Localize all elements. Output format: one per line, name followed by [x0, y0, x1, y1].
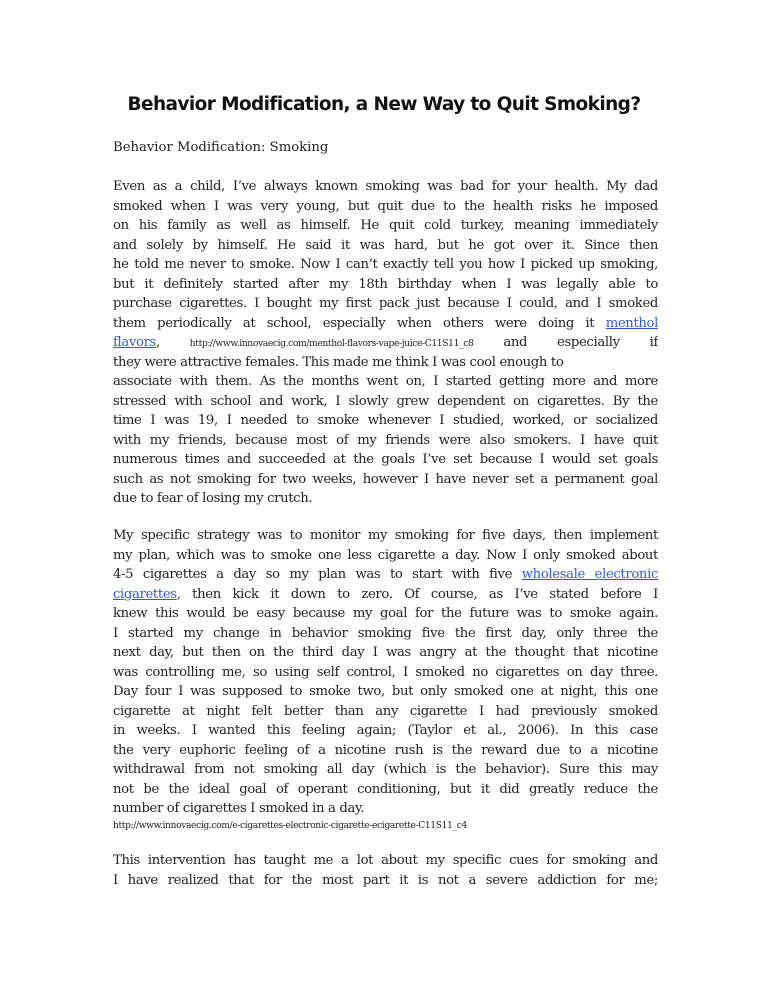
menthol-link[interactable]: menthol: [605, 315, 658, 331]
text-line: smoked when I was very young, but quit due to the health risks he imposed: [113, 198, 658, 214]
text-line: [113, 585, 658, 605]
text-line: not be the ideal goal of operant conditioning, but it did greatly reduce the: [113, 781, 658, 797]
text-line: on his family as well as himself. He quit cold turkey, meaning immediately: [113, 218, 658, 233]
text-line: they were attractive females. This made me think I was cool enough to: [113, 354, 564, 370]
text-line: and solely by himself. He said it was hard, but he got over it. Since then: [113, 237, 658, 253]
text-line: cigarette at night felt better than any cigarette I had previously smoked: [113, 703, 658, 719]
text-line: I have realized that for the most part it is not a severe addiction for me;: [113, 872, 658, 888]
paragraph-1: [113, 177, 658, 509]
text-line: such as not smoking for two weeks, however I have never set a permanent goal: [113, 471, 658, 487]
cigarettes-link[interactable]: cigarettes: [113, 586, 177, 602]
document-subtitle: Behavior Modification: Smoking: [113, 140, 329, 155]
text-line: Even as a child, I’ve always known smoking was bad for your health. My dad: [113, 179, 658, 194]
paragraph-2: [113, 526, 658, 833]
text-line: time I was 19, I needed to smoke whenever I studied, worked, or socialized: [113, 413, 658, 428]
text-line: [113, 565, 658, 585]
text-line: [113, 314, 658, 334]
text-line: associate with them. As the months went on, I started getting more and more: [113, 374, 658, 389]
text-line: in weeks. I wanted this feeling again; (Taylor et al., 2006). In this case: [113, 723, 658, 738]
text-line: [113, 333, 658, 353]
text-line: knew this would be easy because my goal for the future was to smoke again.: [113, 606, 658, 621]
text-line: purchase cigarettes. I bought my first pack just because I could, and I smoked: [113, 296, 658, 311]
document-title: Behavior Modification, a New Way to Quit Smoking?: [127, 94, 641, 115]
text-line: due to fear of losing my crutch.: [113, 491, 313, 506]
text-segment: 4-5 cigarettes a day so my plan was to start with five: [113, 567, 522, 582]
text-segment: , then kick it down to zero. Of course, as I’ve stated before I: [176, 586, 658, 602]
text-line: he told me never to smoke. Now I can’t exactly tell you how I picked up smoking,: [113, 257, 658, 272]
text-line: my plan, which was to smoke one less cigarette a day. Now I only smoked about: [113, 547, 658, 563]
wholesale-electronic-link[interactable]: wholesale electronic: [521, 567, 658, 582]
text-segment: and especially if: [473, 335, 658, 350]
text-line: with my friends, because most of my friends were also smokers. I have quit: [113, 432, 658, 448]
text-segment: ,: [155, 335, 190, 350]
text-line: the very euphoric feeling of a nicotine rush is the reward due to a nicotine: [113, 742, 658, 758]
text-line: next day, but then on the third day I was angry at the thought that nicotine: [113, 645, 658, 660]
text-line: stressed with school and work, I slowly grew dependent on cigarettes. By the: [113, 393, 658, 409]
text-line: number of cigarettes I smoked in a day.: [113, 801, 365, 816]
text-line: My specific strategy was to monitor my smoking for five days, then implement: [113, 528, 658, 543]
text-segment: them periodically at school, especially when others were doing it: [113, 315, 606, 331]
paragraph-3: [113, 851, 658, 890]
text-line: withdrawal from not smoking all day (which is the behavior). Sure this may: [113, 762, 658, 777]
text-line: was controlling me, so using self control, I smoked no cigarettes on day three.: [113, 664, 658, 680]
text-line: numerous times and succeeded at the goals I’ve set because I would set goals: [113, 452, 658, 467]
flavors-link[interactable]: flavors: [113, 335, 156, 350]
menthol-url: http://www.innovaecig.com/menthol-flavors-vape-juice-C11S11_c8: [189, 338, 474, 349]
text-line: Day four I was supposed to smoke two, but only smoked one at night, this one: [113, 684, 658, 699]
ecigarette-url: http://www.innovaecig.com/e-cigarettes-electronic-cigarette-ecigarette-C11S11_c4: [113, 819, 467, 831]
text-line: but it definitely started after my 18th birthday when I was legally able to: [113, 276, 658, 292]
text-line: This intervention has taught me a lot about my specific cues for smoking and: [113, 853, 658, 868]
text-line: I started my change in behavior smoking five the first day, only three the: [113, 625, 658, 641]
